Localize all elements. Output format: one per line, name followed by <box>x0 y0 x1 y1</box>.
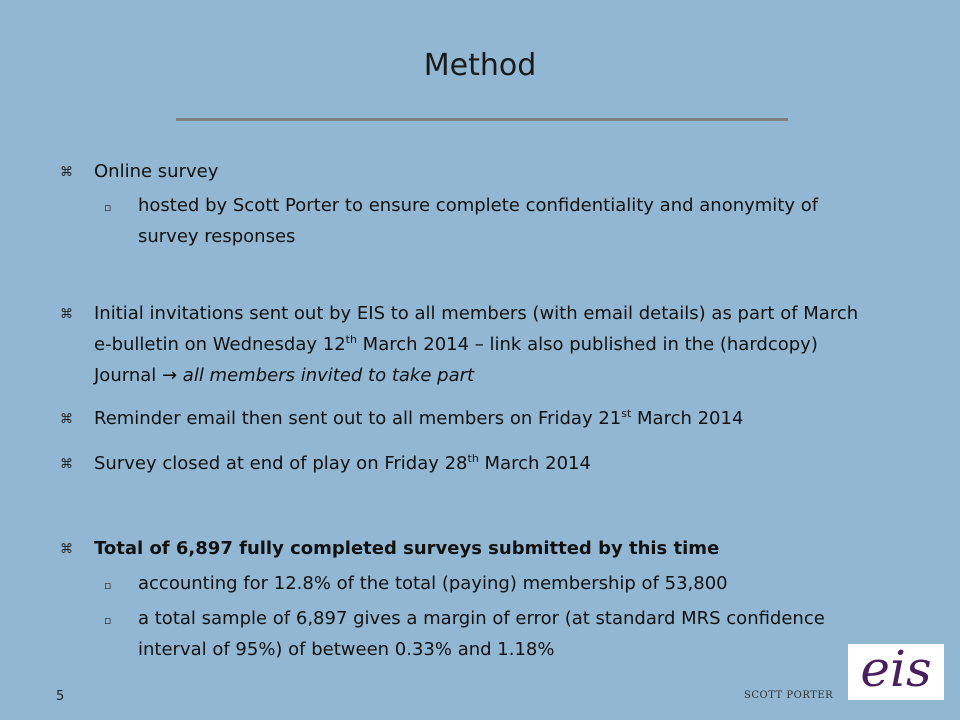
bullet-marker-icon: ⌘ <box>60 457 73 472</box>
sub-bullet-text: hosted by Scott Porter to ensure complete confidentiality and anonymity of survey responses <box>138 195 819 247</box>
footer-brand: SCOTT PORTER <box>744 690 834 701</box>
sub-bullet-marker-icon: ▫ <box>104 579 112 592</box>
bullet-text: Initial invitations sent out by EIS to all members (with email details) as part of March e-bulletin on Wednesday 12th March 2014 – link also published in the (hardcopy) Journal → all members invited to take part <box>94 303 859 386</box>
eis-logo <box>848 640 944 700</box>
bullet-text: Reminder email then sent out to all members on Friday 21st March 2014 <box>94 407 744 429</box>
eis-logo-text: eis <box>860 640 932 698</box>
slide-title: Method <box>423 48 537 83</box>
bullet-text: Survey closed at end of play on Friday 28th March 2014 <box>94 452 591 474</box>
bullet-survey-closed <box>60 448 860 479</box>
title-divider <box>176 118 788 121</box>
bullet-marker-icon: ⌘ <box>60 412 73 427</box>
sub-bullet-text: accounting for 12.8% of the total (paying) membership of 53,800 <box>138 573 728 594</box>
sub-bullet-marker-icon: ▫ <box>104 201 112 214</box>
bullet-marker-icon: ⌘ <box>60 165 73 180</box>
bullet-text: Online survey <box>94 161 219 182</box>
sub-bullet-marker-icon: ▫ <box>104 614 112 627</box>
bullet-text: Total of 6,897 fully completed surveys submitted by this time <box>94 538 720 559</box>
sub-bullet-hosted <box>104 190 864 252</box>
bullet-marker-icon: ⌘ <box>60 542 73 557</box>
bullet-reminder <box>60 403 860 434</box>
sub-bullet-margin <box>104 603 864 665</box>
bullet-online-survey <box>60 156 860 187</box>
bullet-initial-invitations <box>60 298 860 391</box>
bullet-marker-icon: ⌘ <box>60 307 73 322</box>
bullet-total <box>60 533 860 564</box>
sub-bullet-accounting <box>104 568 864 599</box>
page-number: 5 <box>56 689 65 704</box>
sub-bullet-text: a total sample of 6,897 gives a margin of error (at standard MRS confidence interval of 95%) of between 0.33% and 1.18% <box>138 608 825 660</box>
arrow-right-icon: → <box>161 365 178 386</box>
